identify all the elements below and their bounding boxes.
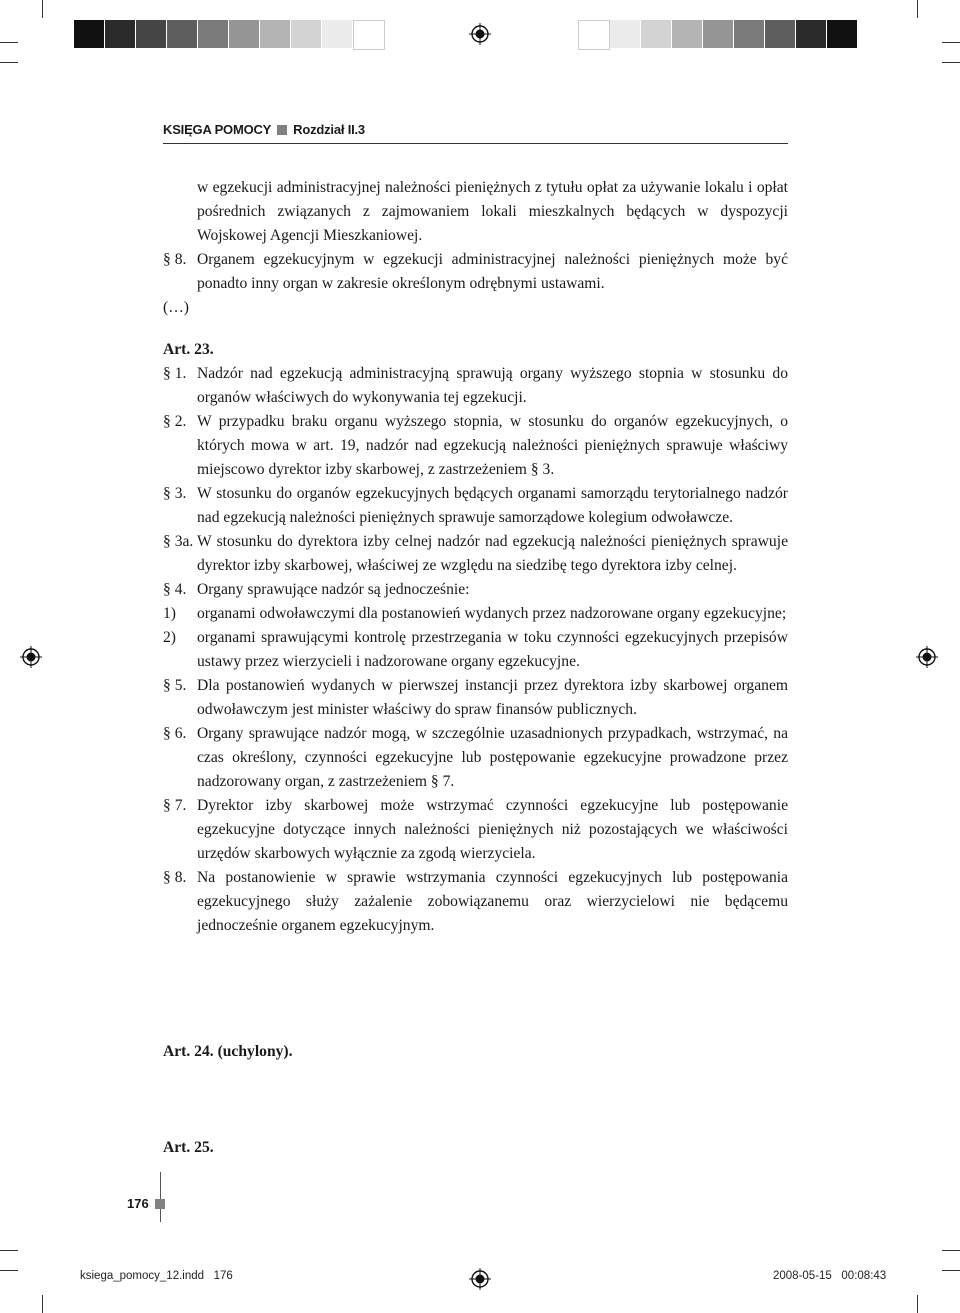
paragraph-text: W stosunku do organów egzekucyjnych będących organami samorządu terytorialnego nadzór nad egzekucją należności pieniężnych sprawuje samorządowe kolegium odwoławcze. (197, 485, 788, 526)
paragraph-label: § 6. (163, 725, 187, 742)
page-number-value: 176 (127, 1196, 149, 1211)
running-head-chapter: Rozdział II.3 (293, 122, 365, 137)
art23-paragraph-3a (163, 530, 788, 578)
art23-paragraph-7 (163, 794, 788, 866)
art23-paragraph-5 (163, 674, 788, 722)
registration-mark-icon (916, 646, 938, 668)
paragraph-label: § 7. (163, 797, 187, 814)
list-item-label: 2) (163, 629, 176, 646)
running-head (163, 122, 788, 144)
art23-list-item-1 (163, 602, 788, 626)
gray-square-icon (277, 125, 287, 135)
paragraph-label: § 2. (163, 413, 187, 430)
paragraph-prev-8 (163, 248, 788, 296)
art23-list-item-2 (163, 626, 788, 674)
paragraph-label: § 8. (163, 869, 187, 886)
list-item-text: organami sprawującymi kontrolę przestrzegania w toku czynności egzekucyjnych przepisów ustawy przez wierzycieli i nadzorowane organy egzekucyjne. (197, 629, 788, 670)
art23-paragraph-2 (163, 410, 788, 482)
gray-square-icon (155, 1199, 165, 1209)
paragraph-label: § 8. (163, 251, 187, 268)
paragraph-label: § 5. (163, 677, 187, 694)
running-head-book: KSIĘGA POMOCY (163, 122, 272, 137)
art23-paragraph-4 (163, 578, 788, 602)
paragraph-text: Na postanowienie w sprawie wstrzymania czynności egzekucyjnych lub postępowania egzekucyjnego służy zażalenie zobowiązanemu oraz wierzycielowi nie będącemu jednocześnie organem egzekucyjnym. (197, 869, 788, 934)
article-25-heading: Art. 25. (163, 1139, 214, 1156)
registration-mark-icon (469, 1268, 491, 1290)
registration-mark-icon (469, 23, 491, 45)
paragraph-text: Nadzór nad egzekucją administracyjną sprawują organy wyższego stopnia w stosunku do organów właściwych do wykonywania tej egzekucji. (197, 365, 788, 406)
slug-filename: ksiega_pomocy_12.indd 176 (80, 1270, 233, 1282)
list-item-label: 1) (163, 605, 176, 622)
art23-paragraph-1 (163, 362, 788, 410)
gray-scale-bar-left (74, 20, 385, 48)
art23-paragraph-8 (163, 866, 788, 938)
art23-paragraph-6 (163, 722, 788, 794)
paragraph-text: Organy sprawujące nadzór są jednocześnie: (197, 581, 470, 598)
art23-paragraph-3 (163, 482, 788, 530)
page-number (127, 1196, 165, 1211)
paragraph-text: W przypadku braku organu wyższego stopnia, w stosunku do organów egzekucyjnych, o których mowa w art. 19, nadzór nad egzekucją należności pieniężnych sprawuje właściwy miejscowo dyrektor izby skarbowej, z zastrzeżeniem § 3. (197, 413, 788, 478)
paragraph-label: § 1. (163, 365, 187, 382)
paragraph-label: § 4. (163, 581, 187, 598)
intro-continuation: w egzekucji administracyjnej należności pieniężnych z tytułu opłat za używanie lokalu i opłat pośrednich związanych z zajmowaniem lokali mieszkalnych będących w dyspozycji Wojskowej Agencji Mieszkaniowej. (197, 179, 788, 244)
gray-scale-bar-right (578, 20, 858, 48)
paragraph-text: Dyrektor izby skarbowej może wstrzymać czynności egzekucyjne lub postępowanie egzekucyjne dotyczące innych należności pieniężnych niż pozostających we właściwości urzędów skarbowych wyłącznie za zgodą wierzyciela. (197, 797, 788, 862)
paragraph-text: W stosunku do dyrektora izby celnej nadzór nad egzekucją należności pieniężnych sprawuje dyrektor izby skarbowej, właściwej ze względu na siedzibę tego dyrektora izby celnej. (197, 533, 788, 574)
paragraph-text: Organem egzekucyjnym w egzekucji administracyjnej należności pieniężnych może być ponadto inny organ w zakresie określonym odrębnymi ustawami. (197, 251, 788, 292)
slug-timestamp: 2008-05-15 00:08:43 (773, 1270, 887, 1282)
paragraph-text: Organy sprawujące nadzór mogą, w szczególnie uzasadnionych przypadkach, wstrzymać, na czas określony, czynności egzekucyjne lub postępowanie egzekucyjne prowadzone przez nadzorowany organ, z zastrzeżeniem § 7. (197, 725, 788, 790)
page-body (163, 176, 788, 938)
registration-mark-icon (20, 646, 42, 668)
omission-marker: (…) (163, 299, 189, 316)
article-23-heading: Art. 23. (163, 341, 214, 358)
list-item-text: organami odwoławczymi dla postanowień wydanych przez nadzorowane organy egzekucyjne; (197, 605, 787, 622)
article-24-heading: Art. 24. (uchylony). (163, 1043, 293, 1060)
paragraph-label: § 3. (163, 485, 187, 502)
paragraph-label: § 3a. (163, 533, 194, 550)
paragraph-text: Dla postanowień wydanych w pierwszej instancji przez dyrektora izby skarbowej organem odwoławczym jest minister właściwy do spraw finansów publicznych. (197, 677, 788, 718)
